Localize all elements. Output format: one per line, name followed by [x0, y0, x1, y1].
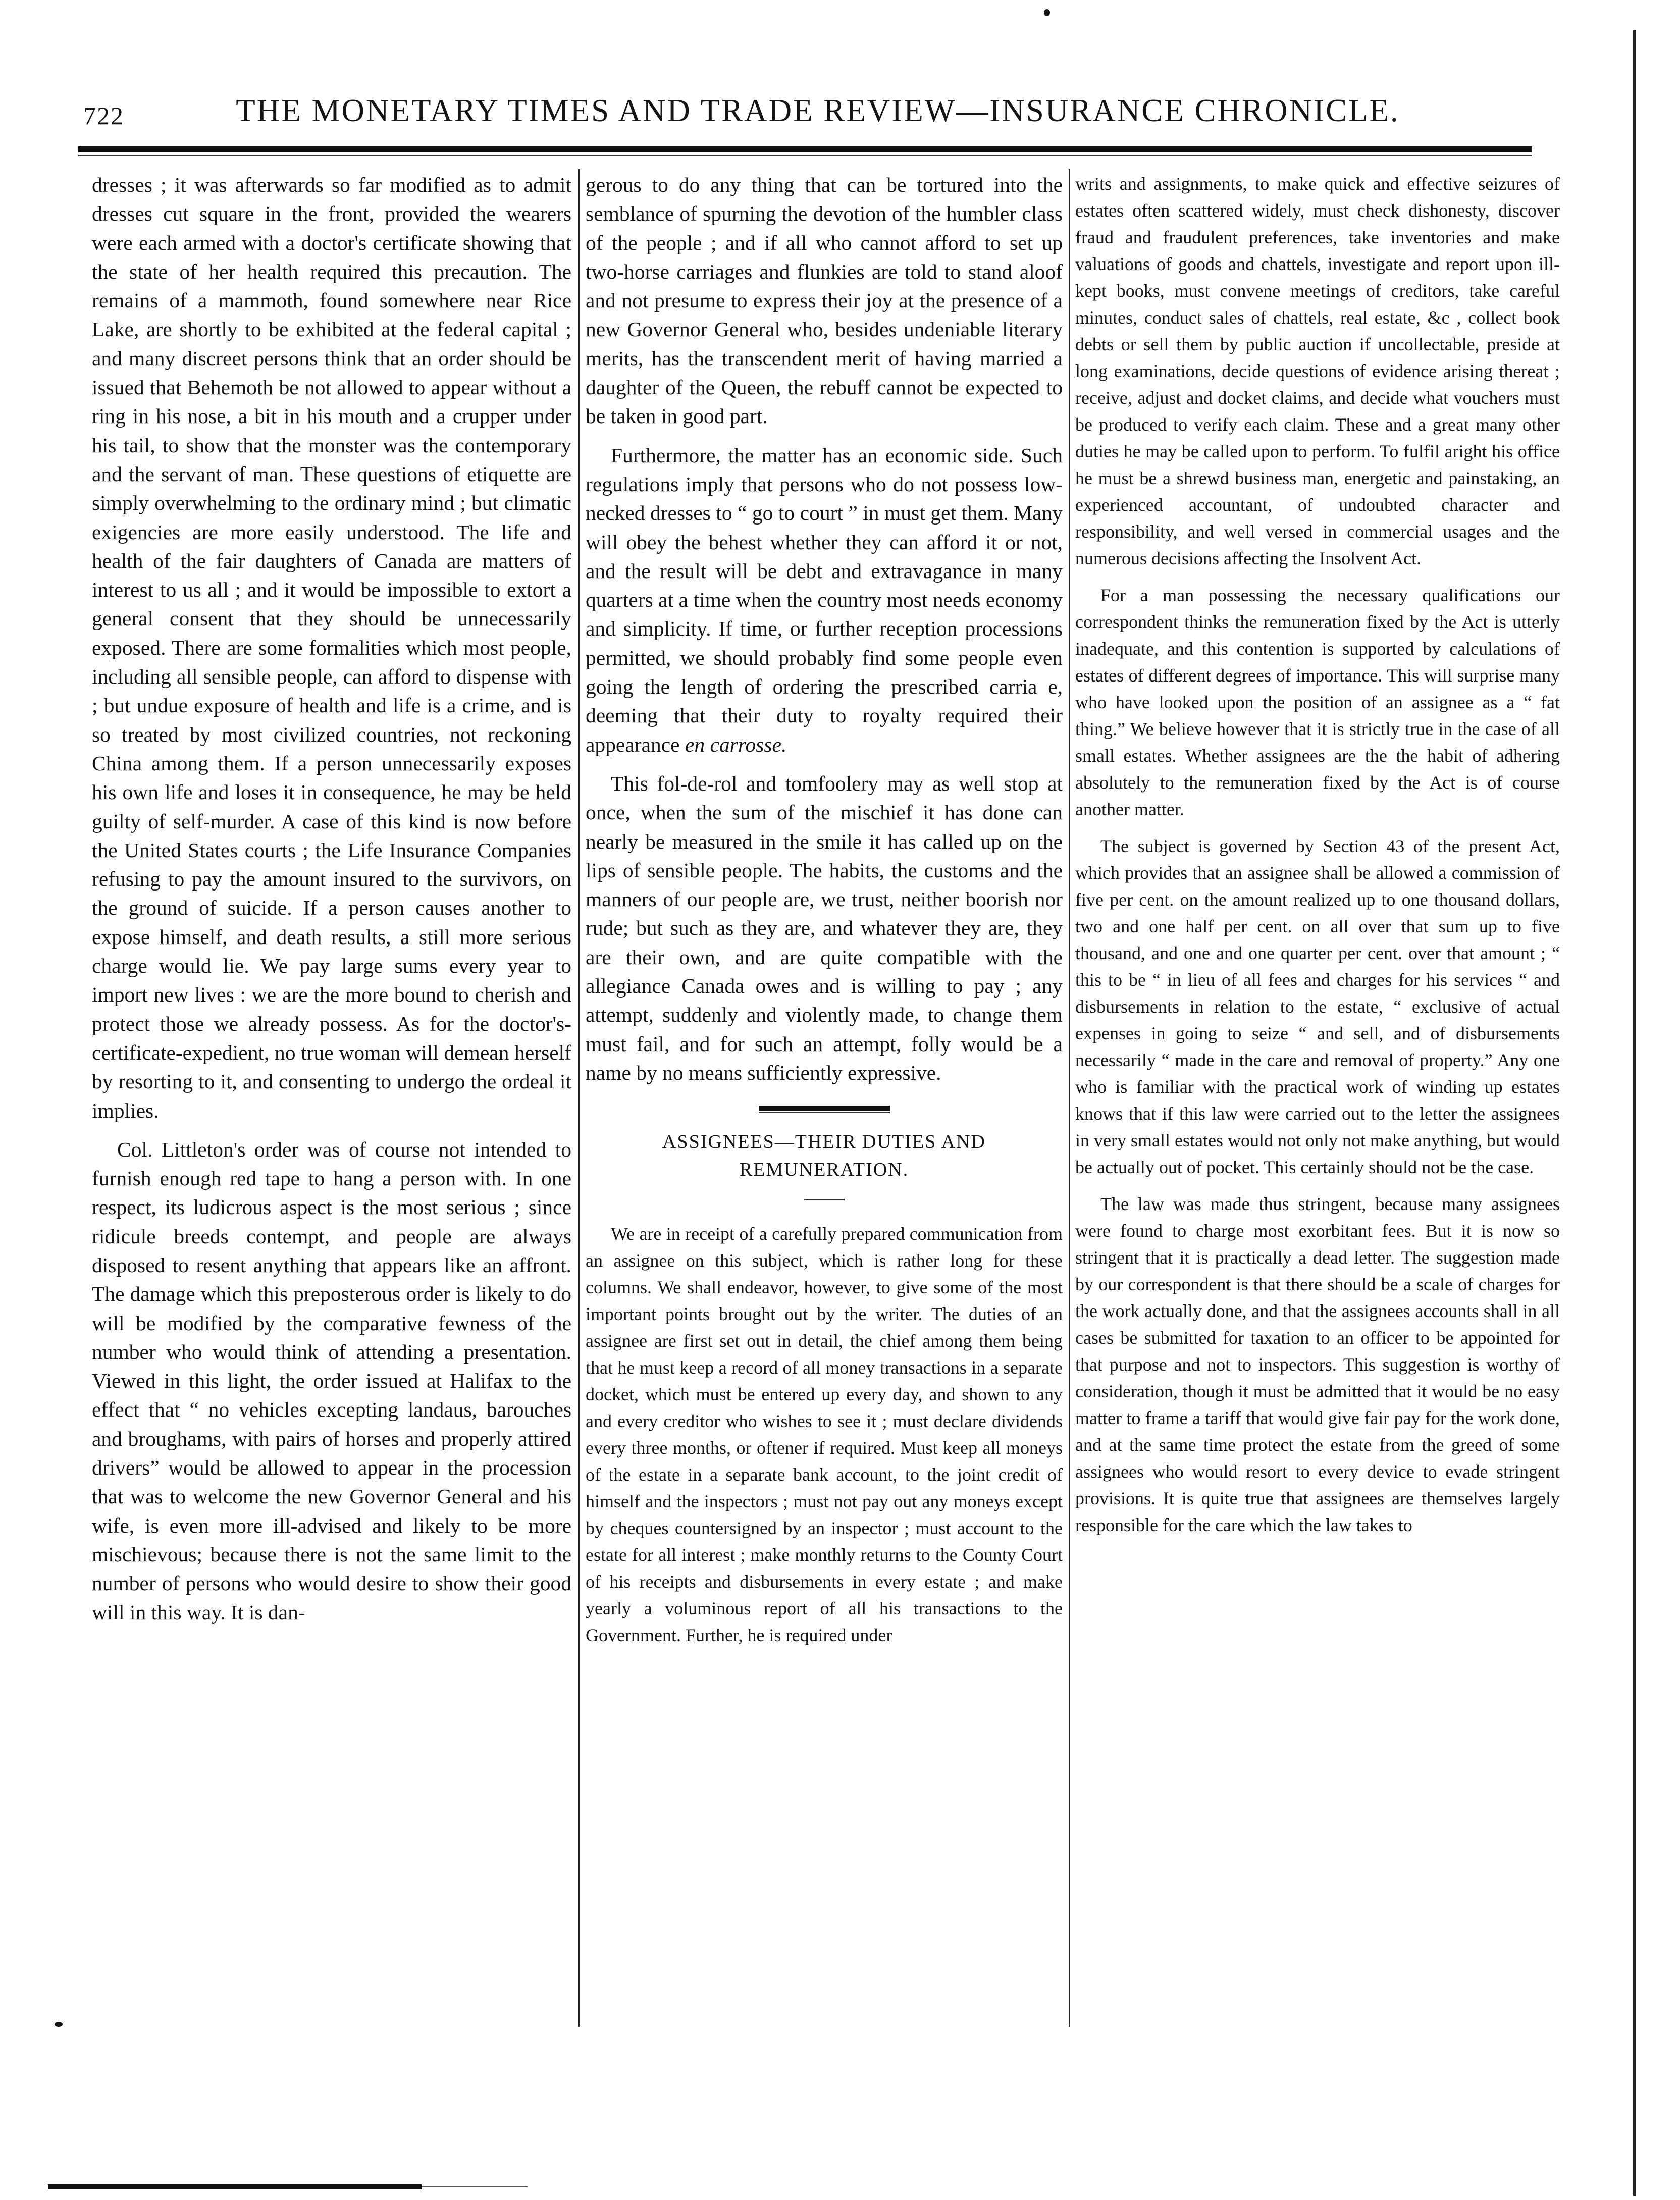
footer-rule	[48, 2184, 422, 2189]
body-paragraph: Col. Littleton's order was of course not intended to furnish enough red tape to hang a person with. In one respect, its ludicrous aspect is the most serious ; since ridicule breeds contempt, and people are always disposed to resent anything that appears like an affront. The damage which this preposterous order is likely to do will be modified by the comparative fewness of the number who would think of attending a presentation. Viewed in this light, the order issued at Halifax to the effect that “ no vehicles excepting landaus, barouches and broughams, with pairs of horses and properly attired drivers” would be allowed to appear in the procession that was to welcome the new Governor General and his wife, is even more ill-advised and likely to be more mischievous; because there is not the same limit to the number of persons who would desire to show their good will in this way. It is dan-	[92, 1137, 571, 1624]
masthead-title: THE MONETARY TIMES AND TRADE REVIEW—INSURANCE CHRONICLE.	[236, 93, 1400, 128]
body-paragraph	[586, 441, 1063, 759]
section-heading	[586, 1128, 1063, 1184]
body-paragraph: The law was made thus stringent, because many assignees were found to charge most exorbitant fees. But it is now so stringent that it is practically a dead letter. The suggestion made by our correspondent is that there should be a scale of charges for the work actually done, and that the assignees accounts shall in all cases be submitted for taxation to an officer to be appointed for that purpose and not to inspectors. This suggestion is worthy of consideration, though it must be admitted that it would be no easy matter to frame a tariff that would give fair pay for the work done, and at the same time protect the estate from the greed of some assignees who would resort to every device to evade stringent provisions. It is quite true that assignees are themselves largely responsible for the care which the law takes to	[1075, 1194, 1560, 1535]
body-paragraph-text: Furthermore, the matter has an economic side. Such regulations imply that persons who do not possess low-necked dresses to “ go to court ” in must get them. Many will obey the behest whether they can afford it or not, and the result will be debt and extravagance in many quarters at a time when the country most needs economy and simplicity. If time, or further reception processions permitted, we should probably find some people even going the length of ordering the prescribed carria e, deeming that their duty to royalty required their appearance	[586, 443, 1063, 756]
section-divider-thin	[759, 1112, 890, 1113]
body-paragraph: dresses ; it was afterwards so far modified as to admit dresses cut square in the front, provided the wearers were each armed with a doctor's certificate showing that the state of her health required this precaution. The remains of a mammoth, found somewhere near Rice Lake, are shortly to be exhibited at the federal capital ; and many discreet persons think that an order should be issued that Behemoth be not allowed to appear without a ring in his nose, a bit in his mouth and a crupper under his tail, to show that the monster was the contemporary and the servant of man. These questions of etiquette are simply overwhelming to the ordinary mind ; but climatic exigencies are more easily understood. The life and health of the fair daughters of Canada are matters of interest to us all ; and it would be impossible to extort a general consent that they should be unnecessarily exposed. There are some formalities which most people, including all sensible people, can afford to dispense with ; but undue exposure of health and life is a crime, and is so treated by most civilized countries, not reckoning China among them. If a person unnecessarily exposes his own life and loses it in consequence, he may be held guilty of self-murder. A case of this kind is now before the United States courts ; the Life Insurance Companies refusing to pay the amount insured to the survivors, on the ground of suicide. If a person causes another to expose himself, and death results, a still more serious charge would lie. We pay large sums every year to import new lives : we are the more bound to cherish and protect those we already possess. As for the doctor's-certificate-expedient, no true woman will demean herself by resorting to it, and consenting to undergo the ordeal it implies.	[92, 173, 571, 1122]
body-paragraph: For a man possessing the necessary qualifications our correspondent thinks the remuneration fixed by the Act is utterly inadequate, and this contention is supported by calculations of estates of different degrees of importance. This will surprise many who have looked upon the position of an assignee as a “ fat thing.” We believe however that it is strictly true in the case of all small estates. Whether assignees are the the habit of adhering absolutely to the remuneration fixed by the Act is of course another matter.	[1075, 585, 1560, 819]
body-paragraph: gerous to do any thing that can be tortured into the semblance of spurning the devotion of the humbler class of the people ; and if all who cannot afford to set up two-horse carriages and flunkies are told to stand aloof and not presume to express their joy at the presence of a new Governor General who, besides undeniable literary merits, has the transcendent merit of having married a daughter of the Queen, the rebuff cannot be expected to be taken in good part.	[586, 173, 1063, 428]
section-body	[586, 1221, 1063, 1649]
page-edge-line	[1633, 30, 1636, 2196]
header-rule-thin	[78, 155, 1532, 156]
ink-spot-top	[1044, 9, 1050, 16]
section-heading-line2: REMUNERATION.	[739, 1159, 909, 1181]
page-number: 722	[83, 101, 124, 130]
article-column-3	[1075, 171, 1560, 1539]
section-heading-line1: ASSIGNEES—THEIR DUTIES AND	[662, 1131, 986, 1153]
heading-short-rule	[804, 1199, 845, 1200]
body-paragraph: The subject is governed by Section 43 of the present Act, which provides that an assignee shall be allowed a commission of five per cent. on the amount realized up to one thousand dollars, two and one half per cent. on all over that sum up to five thousand, and one and one quarter per cent. over that amount ; “ this to be “ in lieu of all fees and charges for his services “ and disbursements in relation to the estate, “ exclusive of actual expenses in going to seize “ and sell, and of disbursements necessarily “ made in the care and removal of property.” Any one who is familiar with the practical work of winding up estates knows that if this law were carried out to the letter the assignees in very small estates would not only not make anything, but would be actually out of pocket. This certainly should not be the case.	[1075, 836, 1560, 1177]
ink-spot-left	[55, 2022, 63, 2027]
footer-rule-thin	[422, 2186, 528, 2187]
header-rule	[78, 146, 1532, 152]
body-paragraph: This fol-de-rol and tomfoolery may as well stop at once, when the sum of the mischief it has done can nearly be measured in the smile it has called up on the lips of sensible people. The habits, the customs and the manners of our people are, we trust, neither boorish nor rude; but such as they are, and whatever they are, they are their own, and are quite compatible with the allegiance Canada owes and is willing to pay ; any attempt, suddenly and violently made, to change them must fail, and for such an attempt, folly would be a name by no means sufficiently expressive.	[586, 771, 1063, 1084]
body-paragraph: writs and assignments, to make quick and effective seizures of estates often scattered widely, must check dishonesty, discover fraud and fraudulent preferences, take inventories and make valuations of goods and chattels, investigate and report upon ill-kept books, must convene meetings of creditors, take careful minutes, conduct sales of chattels, real estate, &c , collect book debts or sell them by public auction if uncollectable, preside at long examinations, decide questions of evidence arising thereat ; receive, adjust and docket claims, and decide what vouchers must be produced to verify each claim. These and a great many other duties he may be called upon to perform. To fulfil aright his office he must be a shrewd business man, energetic and painstaking, an experienced accountant, of undoubted character and responsibility, and well versed in commercial usages and the numerous decisions affecting the Insolvent Act.	[1075, 174, 1560, 568]
column-divider-1	[578, 169, 580, 2027]
body-paragraph: We are in receipt of a carefully prepared communication from an assignee on this subject, which is rather long for these columns. We shall endeavor, however, to give some of the most important points brought out by the writer. The duties of an assignee are first set out in detail, the chief among them being that he must keep a record of all money transactions in a separate docket, which must be entered up every day, and shown to any and every creditor who wishes to see it ; must declare dividends every three months, or oftener if required. Must keep all moneys of the estate in a separate bank account, to the joint credit of himself and the inspectors ; must not pay out any moneys except by cheques countersigned by an inspector ; must account to the estate for all interest ; make monthly returns to the County Court of his receipts and disbursements in every estate ; and make yearly a voluminous report of all his transactions to the Government. Further, he is required under	[586, 1224, 1063, 1646]
column-divider-2	[1069, 169, 1070, 2027]
italic-phrase: en carrosse.	[685, 732, 787, 756]
article-column-1	[92, 171, 571, 1627]
article-column-2	[586, 171, 1063, 1649]
section-divider	[759, 1106, 890, 1111]
